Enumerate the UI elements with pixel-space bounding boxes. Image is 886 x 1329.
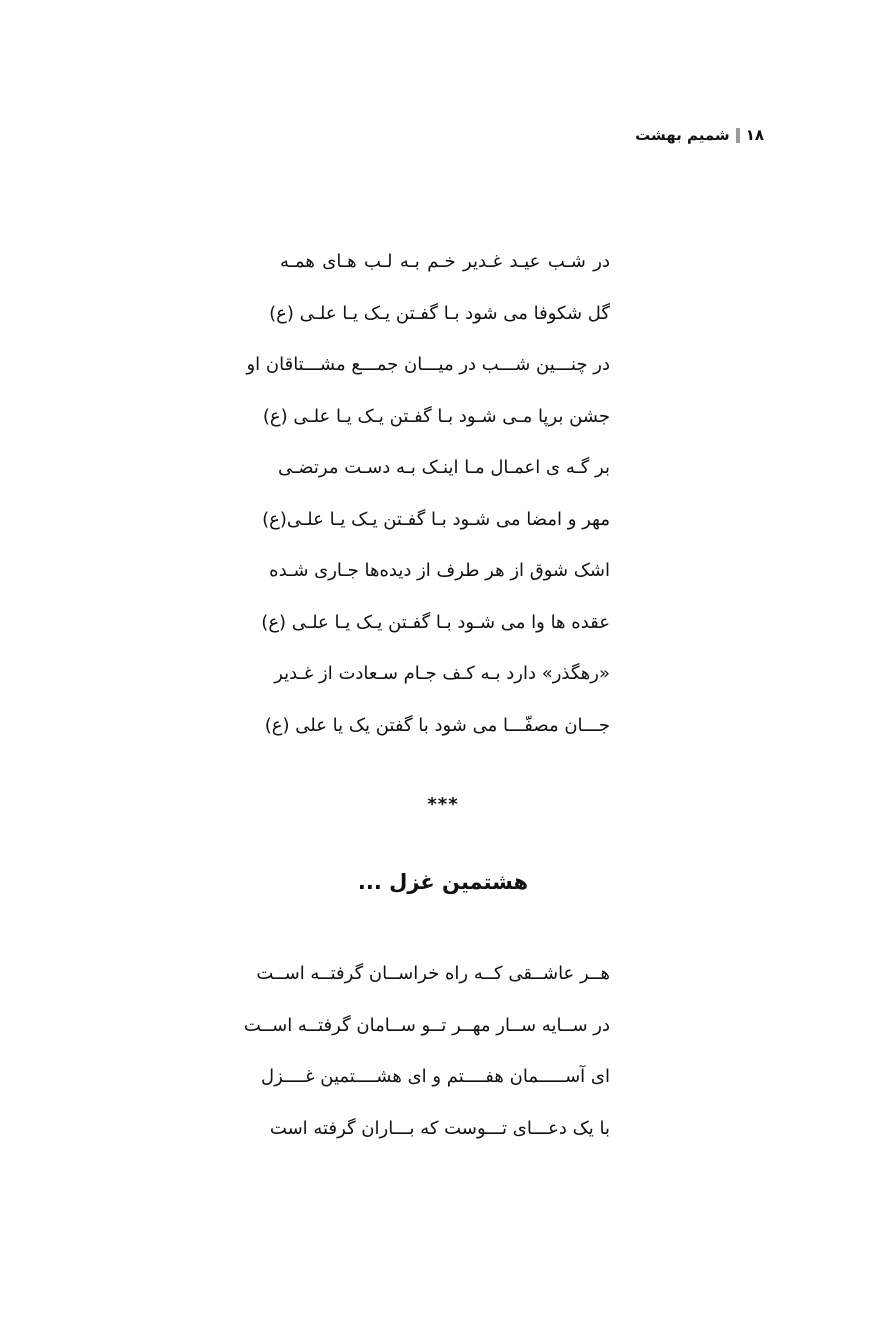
poem-line: عقده ها وا می شـود بـا گفـتن یـک یـا علـی (ع): [261, 611, 610, 633]
section-title: هشتمین غزل ...: [357, 870, 529, 894]
poem-line: گل شکوفا می شود بـا گفـتن یـک یـا علـی (ع): [269, 302, 610, 324]
section-separator-stars: ***: [427, 794, 459, 815]
poem-line: هــر عاشــقی کــه راه خراســان گرفتــه اســت: [256, 963, 610, 984]
poem-ghadir: [246, 236, 610, 751]
poem-line: «رهگذر» دارد بـه کـف جـام سـعادت از غـدیر: [274, 663, 610, 684]
poem-line: با یک دعـــای تـــوست که بـــاران گرفته است: [269, 1117, 610, 1139]
book-title: شمیم بهشت: [635, 126, 730, 144]
poem-line: جشن برپا مـی شـود بـا گفـتن یـک یـا علـی (ع): [262, 405, 610, 427]
poem-line: در شـب عیـد غـدیر خـم بـه لـب هـای همـه: [280, 251, 610, 272]
poem-line: مهر و امضا می شـود بـا گفـتن یـک یـا علـی(ع): [262, 508, 610, 530]
poem-line: بر گـه ی اعمـال مـا اینـک بـه دسـت مرتضـی: [278, 457, 610, 478]
poem-line: در چنـــین شـــب در میـــان جمـــع مشـــتاقان او: [246, 354, 610, 375]
page-number: ۱۸: [745, 126, 764, 144]
poem-line: جـــان مصفّـــا می شود با گفتن یک یا علی (ع): [264, 714, 610, 736]
header-separator-bar: [736, 128, 740, 143]
poem-eighth-ghazal: [243, 948, 610, 1154]
poem-line: در ســایه ســار مهــر تــو ســامان گرفتــه اســت: [243, 1014, 610, 1036]
running-header: [635, 126, 764, 144]
poem-line: اشک شوق از هر طرف از دیده‌ها جـاری شـده: [269, 560, 610, 581]
poem-line: ای آســـــمان هفــــتم و ای هشــــتمین غــــزل: [261, 1066, 610, 1087]
